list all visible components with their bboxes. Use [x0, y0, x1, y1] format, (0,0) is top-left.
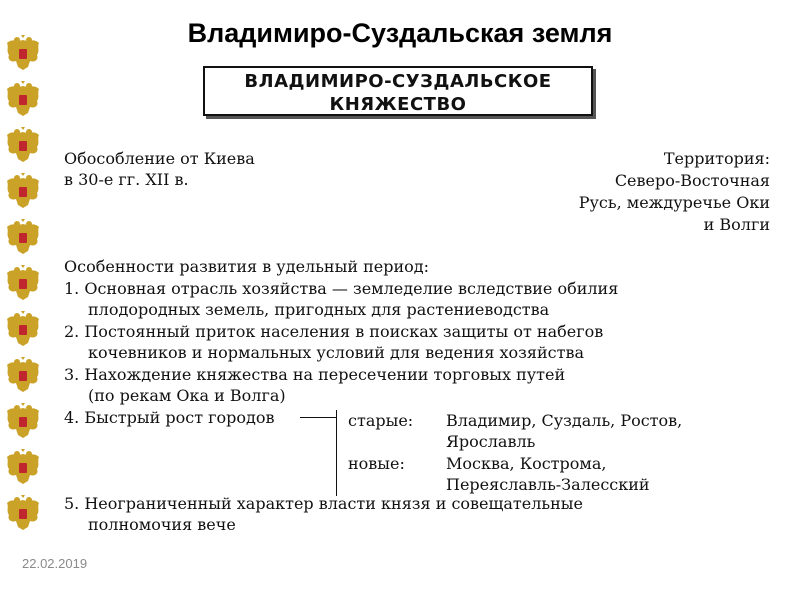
separation-block [64, 148, 255, 190]
territory-line: и Волги [703, 215, 770, 234]
territory-block [579, 148, 770, 236]
feature-item-continued: (по рекам Ока и Волга) [88, 386, 286, 405]
feature-item-continued: плодородных земель, пригодных для растениеводства [88, 300, 550, 319]
new-cities-line: Москва, Кострома, [446, 454, 607, 473]
feature-item-continued: кочевников и нормальных условий для ведения хозяйства [88, 343, 584, 362]
old-cities-label: старые: [348, 411, 414, 430]
feature-item: 1. Основная отрасль хозяйства — земледелие вследствие обилия [64, 278, 619, 298]
features-heading: Особенности развития в удельный период: [64, 257, 429, 276]
slide-date: 22.02.2019 [22, 556, 88, 571]
principality-header-box [203, 66, 593, 116]
feature-item: 3. Нахождение княжества на пересечении торговых путей [64, 364, 566, 384]
cities-bracket [336, 410, 337, 496]
new-cities-label: новые: [348, 454, 405, 473]
feature-item-continued: полномочия вече [88, 515, 236, 534]
territory-line: Территория: [663, 149, 770, 168]
separation-line: Обособление от Киева [64, 149, 255, 168]
feature-item: 5. Неограниченный характер власти князя и совещательные [64, 493, 583, 513]
old-cities-line: Владимир, Суздаль, Ростов, [446, 411, 683, 430]
new-cities-line: Переяславль-Залесский [446, 475, 650, 494]
header-line: КНЯЖЕСТВО [329, 94, 467, 115]
connector-line [300, 417, 336, 418]
old-cities-line: Ярославль [446, 432, 536, 451]
territory-line: Северо-Восточная [614, 171, 770, 190]
header-line: ВЛАДИМИРО-СУЗДАЛЬСКОЕ [244, 71, 552, 92]
slide-title: Владимиро-Суздальская земля [187, 18, 613, 48]
feature-item: 4. Быстрый рост городов [64, 407, 275, 427]
territory-line: Русь, междуречье Оки [578, 193, 770, 212]
separation-line: в 30-е гг. XII в. [64, 170, 189, 189]
feature-item: 2. Постоянный приток населения в поисках защиты от набегов [64, 321, 604, 341]
